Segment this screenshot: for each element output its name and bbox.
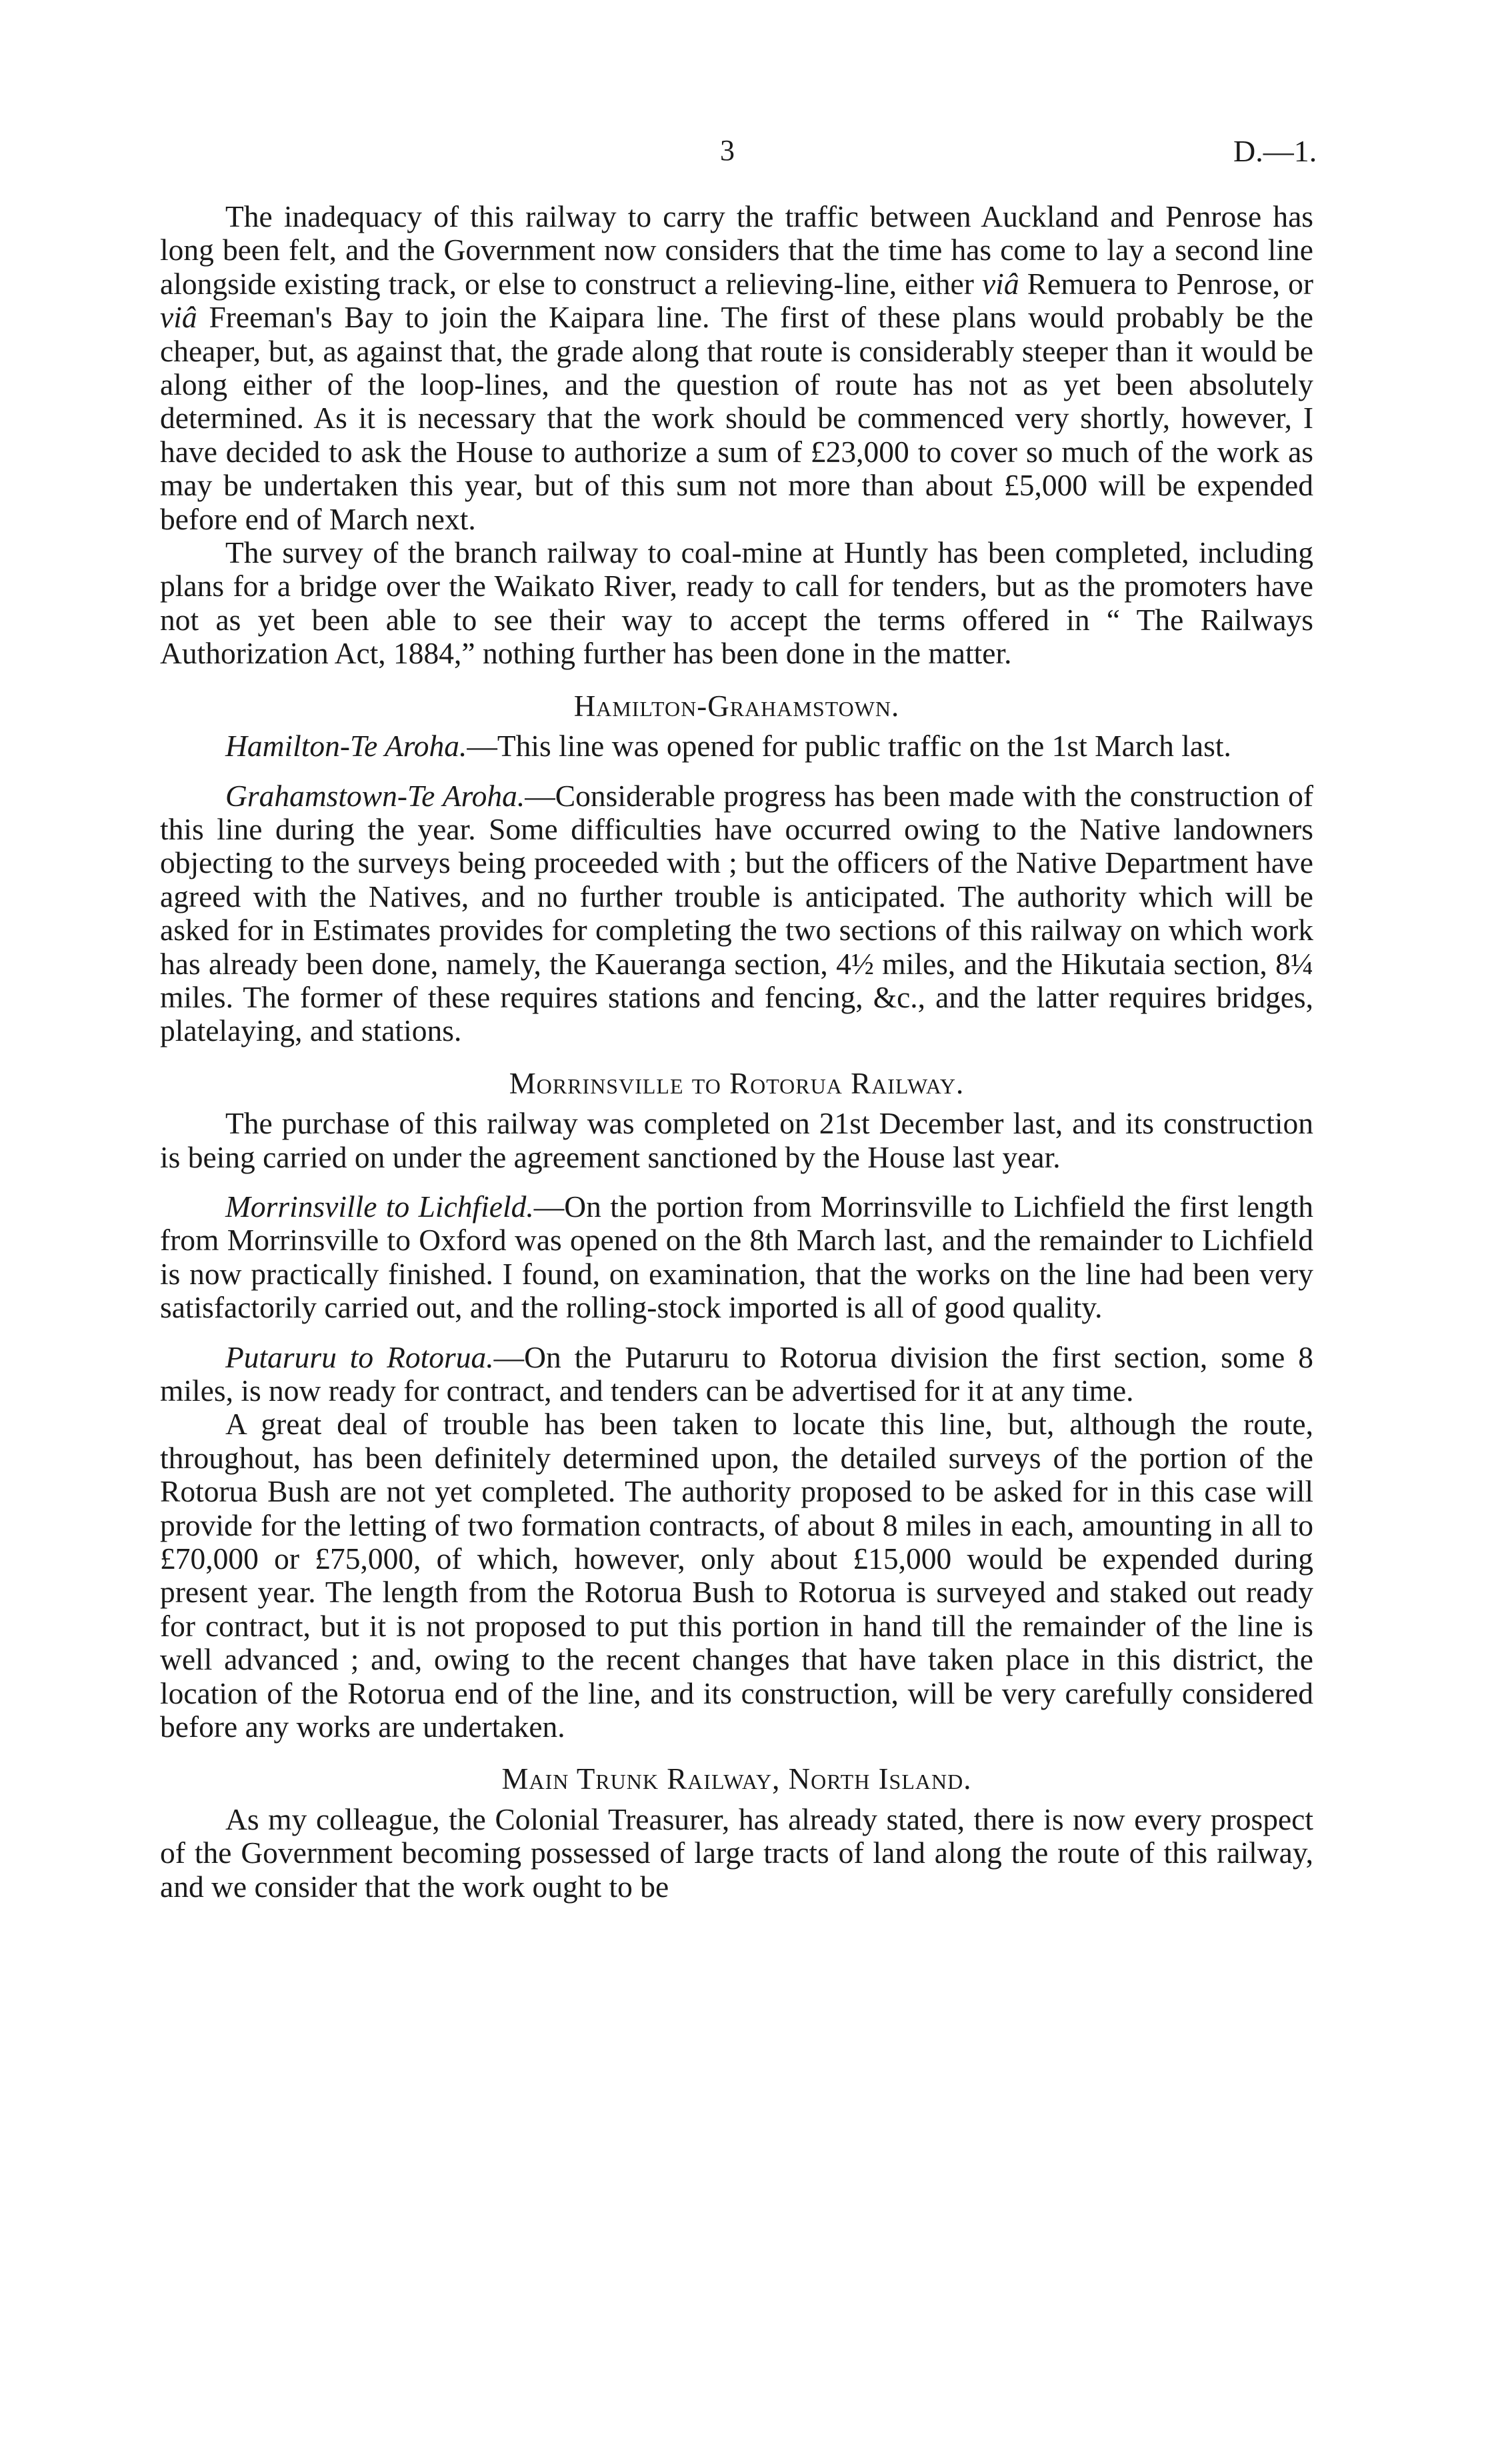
paragraph-putaruru-rotorua (160, 1341, 1313, 1408)
paragraph-rotorua-bush: A great deal of trouble has been taken to locate this line, but, although the route, throughout, has been definitely determined upon, the detailed surveys of the portion of the Rotorua Bush are not yet completed. The authority proposed to be asked for in this case will provide for the letting of two formation contracts, of about 8 miles in each, amounting in all to £70,000 or £75,000, of which, however, only about £15,000 would be expended during present year. The length from the Rotorua Bush to Rotorua is surveyed and staked out ready for contract, but it is not proposed to put this portion in hand till the remainder of the line is well advanced ; and, owing to the recent changes that have taken place in this district, the location of the Rotorua end of the line, and its construction, will be very carefully considered before any works are undertaken. (160, 1407, 1313, 1744)
paragraph-text: —On the portion from Morrinsville to Lichfield the first length from Morrinsville to Oxford was opened on the 8th March last, and the remainder to Lichfield is now practically finished. I found, on examination, that the works on the line had been very satisfactorily carried out, and the rolling-stock imported is all of good quality. (160, 1189, 1313, 1325)
subsection-title: Putaruru to Rotorua. (225, 1340, 494, 1374)
paragraph-huntly: The survey of the branch railway to coal-mine at Huntly has been completed, including plans for a bridge over the Waikato River, ready to call for tenders, but as the promoters have not as yet been able to see their way to accept the terms offered in “ The Railways Authorization Act, 1884,” nothing further has been done in the matter. (160, 535, 1313, 671)
section-heading-morrinsville-rotorua: Morrinsville to Rotorua Railway. (509, 1066, 965, 1100)
paragraph-grahamstown-te-aroha (160, 779, 1313, 1048)
paragraph-text: Remuera to Penrose, or (1019, 266, 1313, 301)
paragraph-text: Freeman's Bay to join the Kaipara line. The first of these plans would probably be the cheaper, but, as against that, the grade along that route is considerably steeper than it would be along either of the loop-lines, and the question of route has not as yet been absolutely determined. As it is necessary that the work should be commenced very shortly, however, I have decided to ask the House to authorize a sum of £23,000 to cover so much of the work as may be undertaken this year, but of this sum not more than about £5,000 will be expended before end of March next. (160, 300, 1313, 536)
section-heading-main-trunk: Main Trunk Railway, North Island. (501, 1762, 972, 1796)
italic-via: viâ (981, 266, 1019, 301)
paragraph-morrinsville-lichfield (160, 1190, 1313, 1325)
subsection-title: Grahamstown-Te Aroha. (225, 778, 525, 813)
section-heading-hamilton-grahamstown: Hamilton-Grahamstown. (573, 689, 900, 723)
subsection-title: Morrinsville to Lichfield. (225, 1189, 534, 1224)
paragraph-text: —This line was opened for public traffic on the 1st March last. (467, 729, 1231, 763)
page-header (0, 133, 1512, 173)
paragraph-hamilton-te-aroha (160, 729, 1313, 763)
page-body (160, 200, 1313, 1904)
paragraph-main-trunk: As my colleague, the Colonial Treasurer, has already stated, there is now every prospect of the Government becoming possessed of large tracts of land along the route of this railway, and we consider that the work ought to be (160, 1802, 1313, 1904)
italic-via: viâ (160, 300, 197, 335)
paragraph-text: —Considerable progress has been made with the construction of this line during the year. Some difficulties have occurred owing to the Native landowners objecting to the surveys being proceeded with ; but the officers of the Native Department have agreed with the Natives, and no further trouble is anticipated. The authority which will be asked for in Estimates provides for completing the two sections of this railway on which work has already been done, namely, the Kaueranga section, 4½ miles, and the Hikutaia section, 8¼ miles. The former of these requires stations and fencing, &c., and the latter requires bridges, platelaying, and stations. (160, 778, 1313, 1048)
document-reference: D.—1. (1233, 134, 1317, 168)
paragraph-purchase: The purchase of this railway was completed on 21st December last, and its construction is being carried on under the agreement sanctioned by the House last year. (160, 1106, 1313, 1174)
paragraph-auckland-penrose (160, 200, 1313, 536)
page-number: 3 (720, 134, 735, 167)
subsection-title: Hamilton-Te Aroha. (225, 729, 467, 763)
paragraph-text: The inadequacy of this railway to carry the traffic between Auckland and Penrose has long been felt, and the Government now considers that the time has come to lay a second line alongside existing track, or else to construct a relieving-line, either (160, 199, 1313, 301)
paragraph-text: —On the Putaruru to Rotorua division the first section, some 8 miles, is now ready for contract, and tenders can be advertised for it at any time. (160, 1340, 1313, 1408)
